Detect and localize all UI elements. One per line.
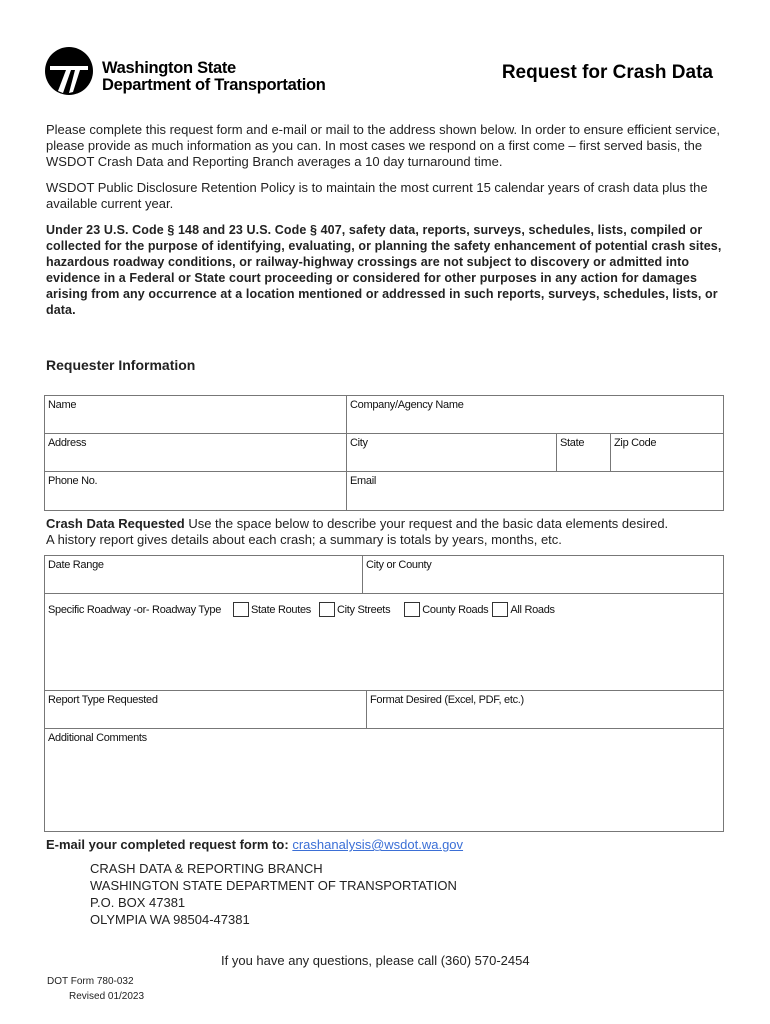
comments-field[interactable] bbox=[45, 729, 723, 831]
zip-field[interactable] bbox=[611, 434, 723, 472]
checkbox-all-roads[interactable] bbox=[492, 602, 508, 617]
checkbox-county-roads[interactable] bbox=[404, 602, 420, 617]
page-title: Request for Crash Data bbox=[501, 62, 713, 83]
wsdot-logo-mark bbox=[44, 46, 94, 96]
address-line: CRASH DATA & REPORTING BRANCH bbox=[90, 861, 323, 876]
crash-heading-rest: Use the space below to describe your request and the basic data elements desired. bbox=[184, 516, 669, 531]
company-label: Company/Agency Name bbox=[350, 399, 464, 411]
report-type-label: Report Type Requested bbox=[48, 694, 158, 706]
org-line-2: Department of Transportation bbox=[102, 76, 326, 94]
roadway-field bbox=[45, 594, 723, 691]
city-field[interactable] bbox=[347, 434, 557, 472]
format-label: Format Desired (Excel, PDF, etc.) bbox=[370, 694, 524, 706]
city-county-field[interactable] bbox=[363, 556, 723, 594]
checkbox-state-routes[interactable] bbox=[233, 602, 249, 617]
phone-field[interactable] bbox=[45, 472, 347, 510]
address-field[interactable] bbox=[45, 434, 347, 472]
crash-heading-bold: Crash Data Requested bbox=[46, 516, 185, 531]
city-county-label: City or County bbox=[366, 559, 432, 571]
state-field[interactable] bbox=[557, 434, 611, 472]
date-range-label: Date Range bbox=[48, 559, 104, 571]
legal-notice: Under 23 U.S. Code § 148 and 23 U.S. Code § 407, safety data, reports, surveys, schedules, lists, compiled or collected for the purpose of identifying, evaluating, or planning the safety enhancement of potential crash sites, hazardous roadway conditions, or railway-highway crossings are not subject to discovery or admitted into evidence in a Federal or State court proceeding or considered for other purposes in any action for damages arising from any occurrence at a location mentioned or addressed in such reports, surveys, schedules, lists, or data. bbox=[46, 223, 722, 317]
comments-label: Additional Comments bbox=[48, 732, 147, 744]
address-label: Address bbox=[48, 437, 87, 449]
wsdot-logo-text bbox=[102, 60, 326, 94]
option-state-routes[interactable] bbox=[233, 602, 311, 617]
intro-paragraph-1: Please complete this request form and e-mail or mail to the address shown below. In order to ensure efficient service, please provide as much information as you can. In most cases we respond on a first come – first served basis, the WSDOT Crash Data and Reporting Branch averages a 10 day turnaround time. bbox=[46, 122, 720, 169]
company-field[interactable] bbox=[347, 396, 723, 434]
email-link[interactable]: crashanalysis@wsdot.wa.gov bbox=[292, 837, 464, 852]
address-line: OLYMPIA WA 98504-47381 bbox=[90, 912, 250, 927]
option-county-roads[interactable] bbox=[404, 602, 488, 617]
option-county-roads-label: County Roads bbox=[422, 603, 489, 616]
email-field[interactable] bbox=[347, 472, 723, 510]
name-field[interactable] bbox=[45, 396, 347, 434]
crash-form bbox=[44, 555, 724, 832]
org-line-1: Washington State bbox=[102, 59, 236, 77]
requester-form bbox=[44, 395, 724, 511]
report-type-field[interactable] bbox=[45, 691, 367, 729]
zip-label: Zip Code bbox=[614, 437, 657, 449]
option-all-roads[interactable] bbox=[492, 602, 554, 617]
option-state-routes-label: State Routes bbox=[251, 603, 312, 616]
checkbox-city-streets[interactable] bbox=[319, 602, 335, 617]
intro-paragraph-2: WSDOT Public Disclosure Retention Policy is to maintain the most current 15 calendar years of crash data plus the available current year. bbox=[46, 180, 708, 211]
wsdot-logo bbox=[44, 46, 344, 100]
mailing-address bbox=[90, 860, 457, 928]
email-instruction bbox=[46, 837, 463, 852]
option-city-streets[interactable] bbox=[319, 602, 390, 617]
roadway-row bbox=[48, 602, 563, 617]
address-line: WASHINGTON STATE DEPARTMENT OF TRANSPORTATION bbox=[90, 878, 457, 893]
state-label: State bbox=[560, 437, 585, 449]
city-label: City bbox=[350, 437, 368, 449]
form-number: DOT Form 780-032 bbox=[47, 976, 134, 987]
name-label: Name bbox=[48, 399, 77, 411]
option-city-streets-label: City Streets bbox=[337, 603, 391, 616]
requester-section-title: Requester Information bbox=[46, 357, 196, 373]
format-field[interactable] bbox=[367, 691, 723, 729]
option-all-roads-label: All Roads bbox=[510, 603, 555, 616]
email-instruction-text: E-mail your completed request form to: bbox=[46, 837, 293, 852]
questions-note: If you have any questions, please call (360) 570-2454 bbox=[221, 953, 530, 968]
phone-label: Phone No. bbox=[48, 475, 98, 487]
date-range-field[interactable] bbox=[45, 556, 363, 594]
crash-data-heading bbox=[46, 516, 736, 548]
revision-date: Revised 01/2023 bbox=[69, 991, 145, 1002]
roadway-label: Specific Roadway -or- Roadway Type bbox=[48, 603, 222, 616]
address-line: P.O. BOX 47381 bbox=[90, 895, 186, 910]
crash-heading-line-2: A history report gives details about each crash; a summary is totals by years, months, etc. bbox=[46, 532, 562, 547]
email-label: Email bbox=[350, 475, 377, 487]
